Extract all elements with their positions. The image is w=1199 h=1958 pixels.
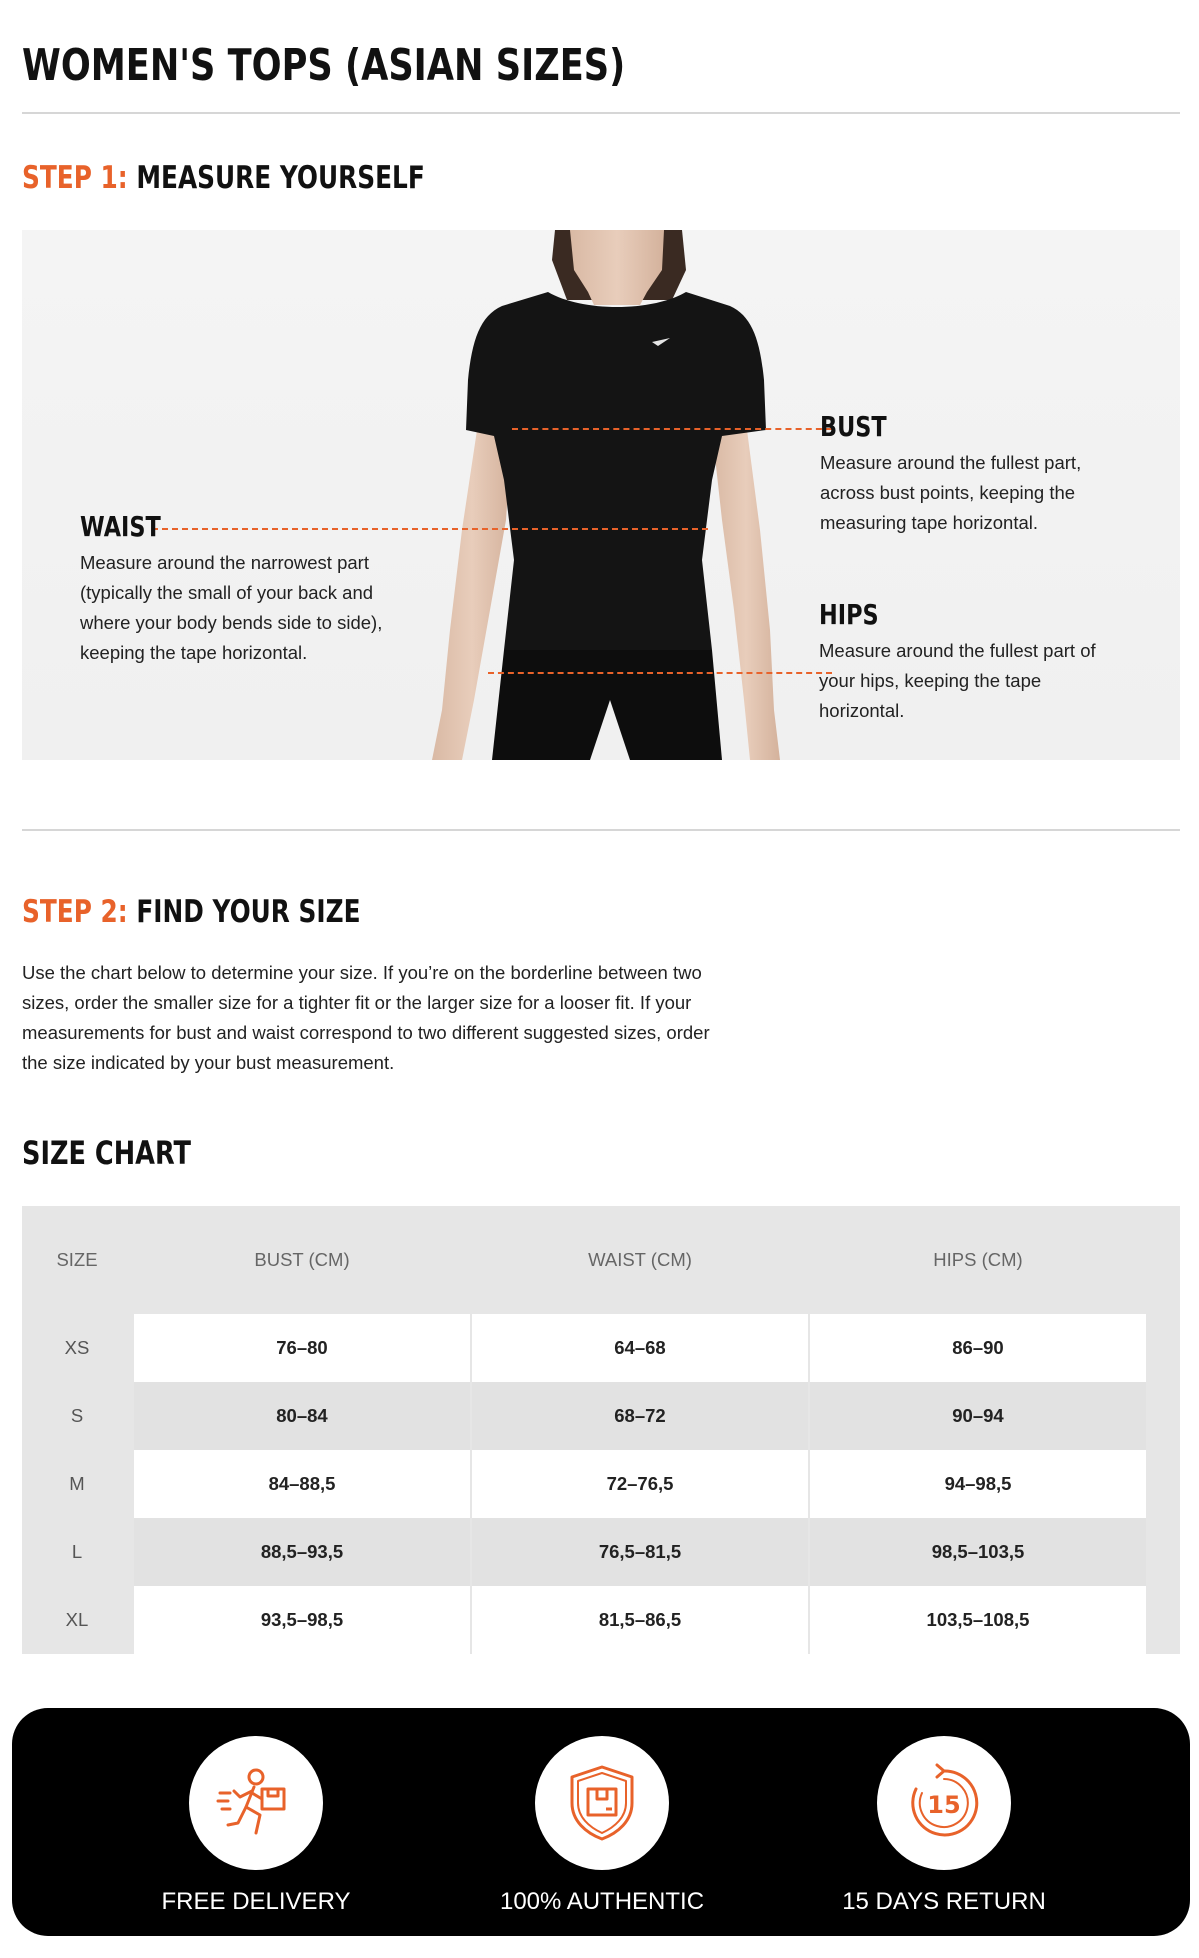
table-row [22, 1314, 1180, 1382]
size-table [22, 1206, 1180, 1654]
bust-dash-line [512, 428, 832, 430]
step2-heading [22, 894, 361, 930]
page-title: WOMEN'S TOPS (ASIAN SIZES) [22, 40, 626, 91]
bust-cell: 76–80 [134, 1314, 470, 1382]
bust-cell: 88,5–93,5 [134, 1518, 470, 1586]
header-bust: BUST (CM) [254, 1249, 350, 1270]
waist-line: keeping the tape horizontal. [80, 642, 308, 663]
delivery-runner-icon [216, 1763, 296, 1843]
hips-description [819, 636, 1096, 726]
feature-icon-circle [189, 1736, 323, 1870]
step2-title: FIND YOUR SIZE [136, 894, 361, 930]
bust-line: across bust points, keeping the [820, 482, 1076, 503]
table-row [22, 1518, 1180, 1586]
hips-line: your hips, keeping the tape [819, 670, 1042, 691]
return-15-icon [904, 1763, 984, 1843]
waist-cell: 81,5–86,5 [472, 1586, 808, 1654]
intro-line: Use the chart below to determine your size. If you’re on the borderline between two [22, 962, 702, 983]
hips-cell: 103,5–108,5 [810, 1586, 1146, 1654]
feature-label: 15 DAYS RETURN [842, 1888, 1046, 1915]
bust-line: Measure around the fullest part, [820, 452, 1082, 473]
size-cell: XL [65, 1609, 89, 1630]
measurement-figure [22, 230, 1180, 760]
size-cell: L [71, 1541, 83, 1562]
hips-title: HIPS [819, 598, 879, 631]
feature-authentic [452, 1736, 752, 1926]
waist-cell: 76,5–81,5 [472, 1518, 808, 1586]
intro-line: sizes, order the smaller size for a tighter fit or the larger size for a looser fit. If your [22, 992, 692, 1013]
size-cell: M [69, 1473, 85, 1494]
hips-cell: 94–98,5 [810, 1450, 1146, 1518]
table-row [22, 1382, 1180, 1450]
step1-title: MEASURE YOURSELF [136, 160, 425, 196]
hips-cell: 86–90 [810, 1314, 1146, 1382]
feature-label: 100% AUTHENTIC [499, 1888, 705, 1915]
waist-cell: 72–76,5 [472, 1450, 808, 1518]
shield-box-icon [562, 1763, 642, 1843]
size-cell: S [70, 1405, 84, 1426]
hips-cell: 90–94 [810, 1382, 1146, 1450]
step2-number: STEP 2: [22, 894, 128, 930]
bust-cell: 93,5–98,5 [134, 1586, 470, 1654]
waist-dash-line [152, 528, 708, 530]
return-days-number: 15 [927, 1791, 961, 1819]
size-chart-title: SIZE CHART [22, 1134, 191, 1172]
feature-15-days-return [794, 1736, 1094, 1926]
header-hips: HIPS (CM) [933, 1249, 1023, 1270]
feature-icon-circle [877, 1736, 1011, 1870]
feature-free-delivery [106, 1736, 406, 1926]
bust-title: BUST [820, 410, 887, 443]
bust-description [820, 448, 1081, 538]
step1-heading [22, 160, 425, 196]
waist-line: (typically the small of your back and [80, 582, 374, 603]
feature-icon-circle [535, 1736, 669, 1870]
divider [22, 112, 1180, 114]
divider [22, 829, 1180, 831]
step1-number: STEP 1: [22, 160, 128, 196]
hips-cell: 98,5–103,5 [810, 1518, 1146, 1586]
hips-line: horizontal. [819, 700, 905, 721]
table-row [22, 1450, 1180, 1518]
intro-line: measurements for bust and waist correspond to two different suggested sizes, order [22, 1022, 710, 1043]
table-row [22, 1586, 1180, 1654]
header-waist: WAIST (CM) [588, 1249, 692, 1270]
waist-line: where your body bends side to side), [80, 612, 383, 633]
waist-line: Measure around the narrowest part [80, 552, 369, 573]
bust-cell: 80–84 [134, 1382, 470, 1450]
bust-line: measuring tape horizontal. [820, 512, 1039, 533]
hips-line: Measure around the fullest part of [819, 640, 1096, 661]
features-band [12, 1708, 1190, 1936]
feature-label: FREE DELIVERY [161, 1888, 351, 1915]
size-guide-intro [22, 958, 782, 1078]
waist-cell: 68–72 [472, 1382, 808, 1450]
bust-cell: 84–88,5 [134, 1450, 470, 1518]
hips-dash-line [488, 672, 832, 674]
size-cell: XS [64, 1337, 90, 1358]
header-size: SIZE [56, 1249, 98, 1270]
waist-description [80, 548, 382, 668]
intro-line: the size indicated by your bust measurement. [22, 1052, 395, 1073]
waist-title: WAIST [80, 510, 161, 543]
waist-cell: 64–68 [472, 1314, 808, 1382]
